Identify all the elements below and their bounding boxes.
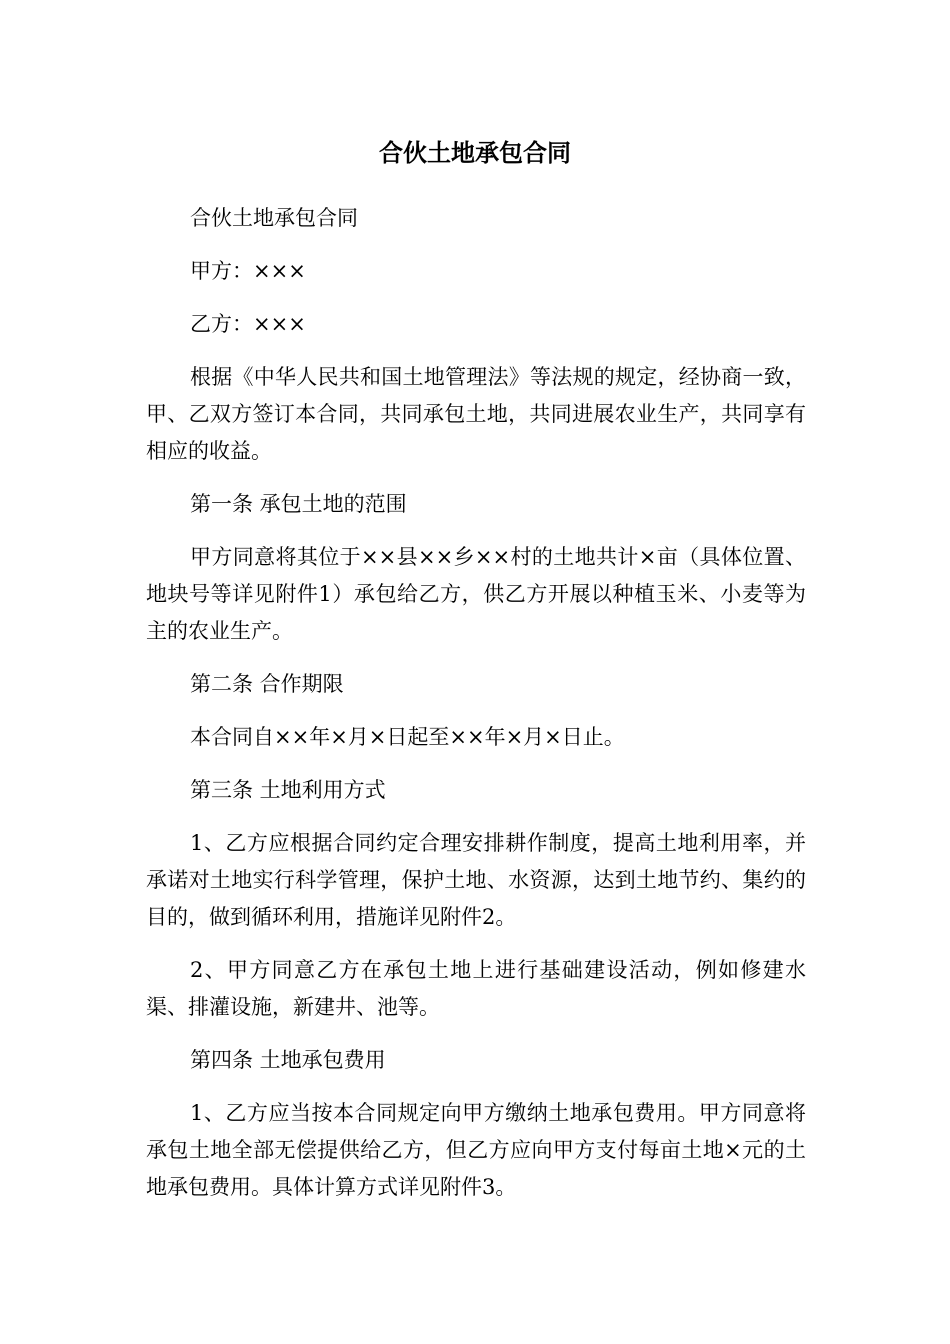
article-2-heading: 第二条 合作期限 (190, 672, 344, 696)
article-1-heading: 第一条 承包土地的范围 (190, 492, 407, 516)
paragraph-party-b: 乙方：××× (190, 312, 306, 336)
article-3-item-2: 2、甲方同意乙方在承包土地上进行基础建设活动，例如修建水渠、排灌设施，新建井、池等。 (146, 958, 806, 1019)
document-body (146, 200, 806, 1222)
paragraph-heading: 合伙土地承包合同 (190, 206, 358, 230)
article-2-text: 本合同自××年×月×日起至××年×月×日止。 (190, 725, 625, 749)
paragraph-preamble: 根据《中华人民共和国土地管理法》等法规的规定，经协商一致，甲、乙双方签订本合同，共同承包土地，共同进展农业生产，共同享有相应的收益。 (146, 365, 806, 463)
article-3-item-1: 1、乙方应根据合同约定合理安排耕作制度，提高土地利用率，并承诺对土地实行科学管理，保护土地、水资源，达到土地节约、集约的目的，做到循环利用，措施详见附件2。 (146, 831, 806, 929)
article-4-item-1: 1、乙方应当按本合同规定向甲方缴纳土地承包费用。甲方同意将承包土地全部无偿提供给乙方，但乙方应向甲方支付每亩土地×元的土地承包费用。具体计算方式详见附件3。 (146, 1101, 806, 1199)
paragraph-party-a: 甲方：××× (190, 259, 306, 283)
document-title: 合伙土地承包合同 (379, 139, 571, 167)
article-3-heading: 第三条 土地利用方式 (190, 778, 386, 802)
article-4-heading: 第四条 土地承包费用 (190, 1048, 386, 1072)
article-1-text: 甲方同意将其位于××县××乡××村的土地共计×亩（具体位置、地块号等详见附件1）承包给乙方，供乙方开展以种植玉米、小麦等为主的农业生产。 (146, 545, 806, 643)
